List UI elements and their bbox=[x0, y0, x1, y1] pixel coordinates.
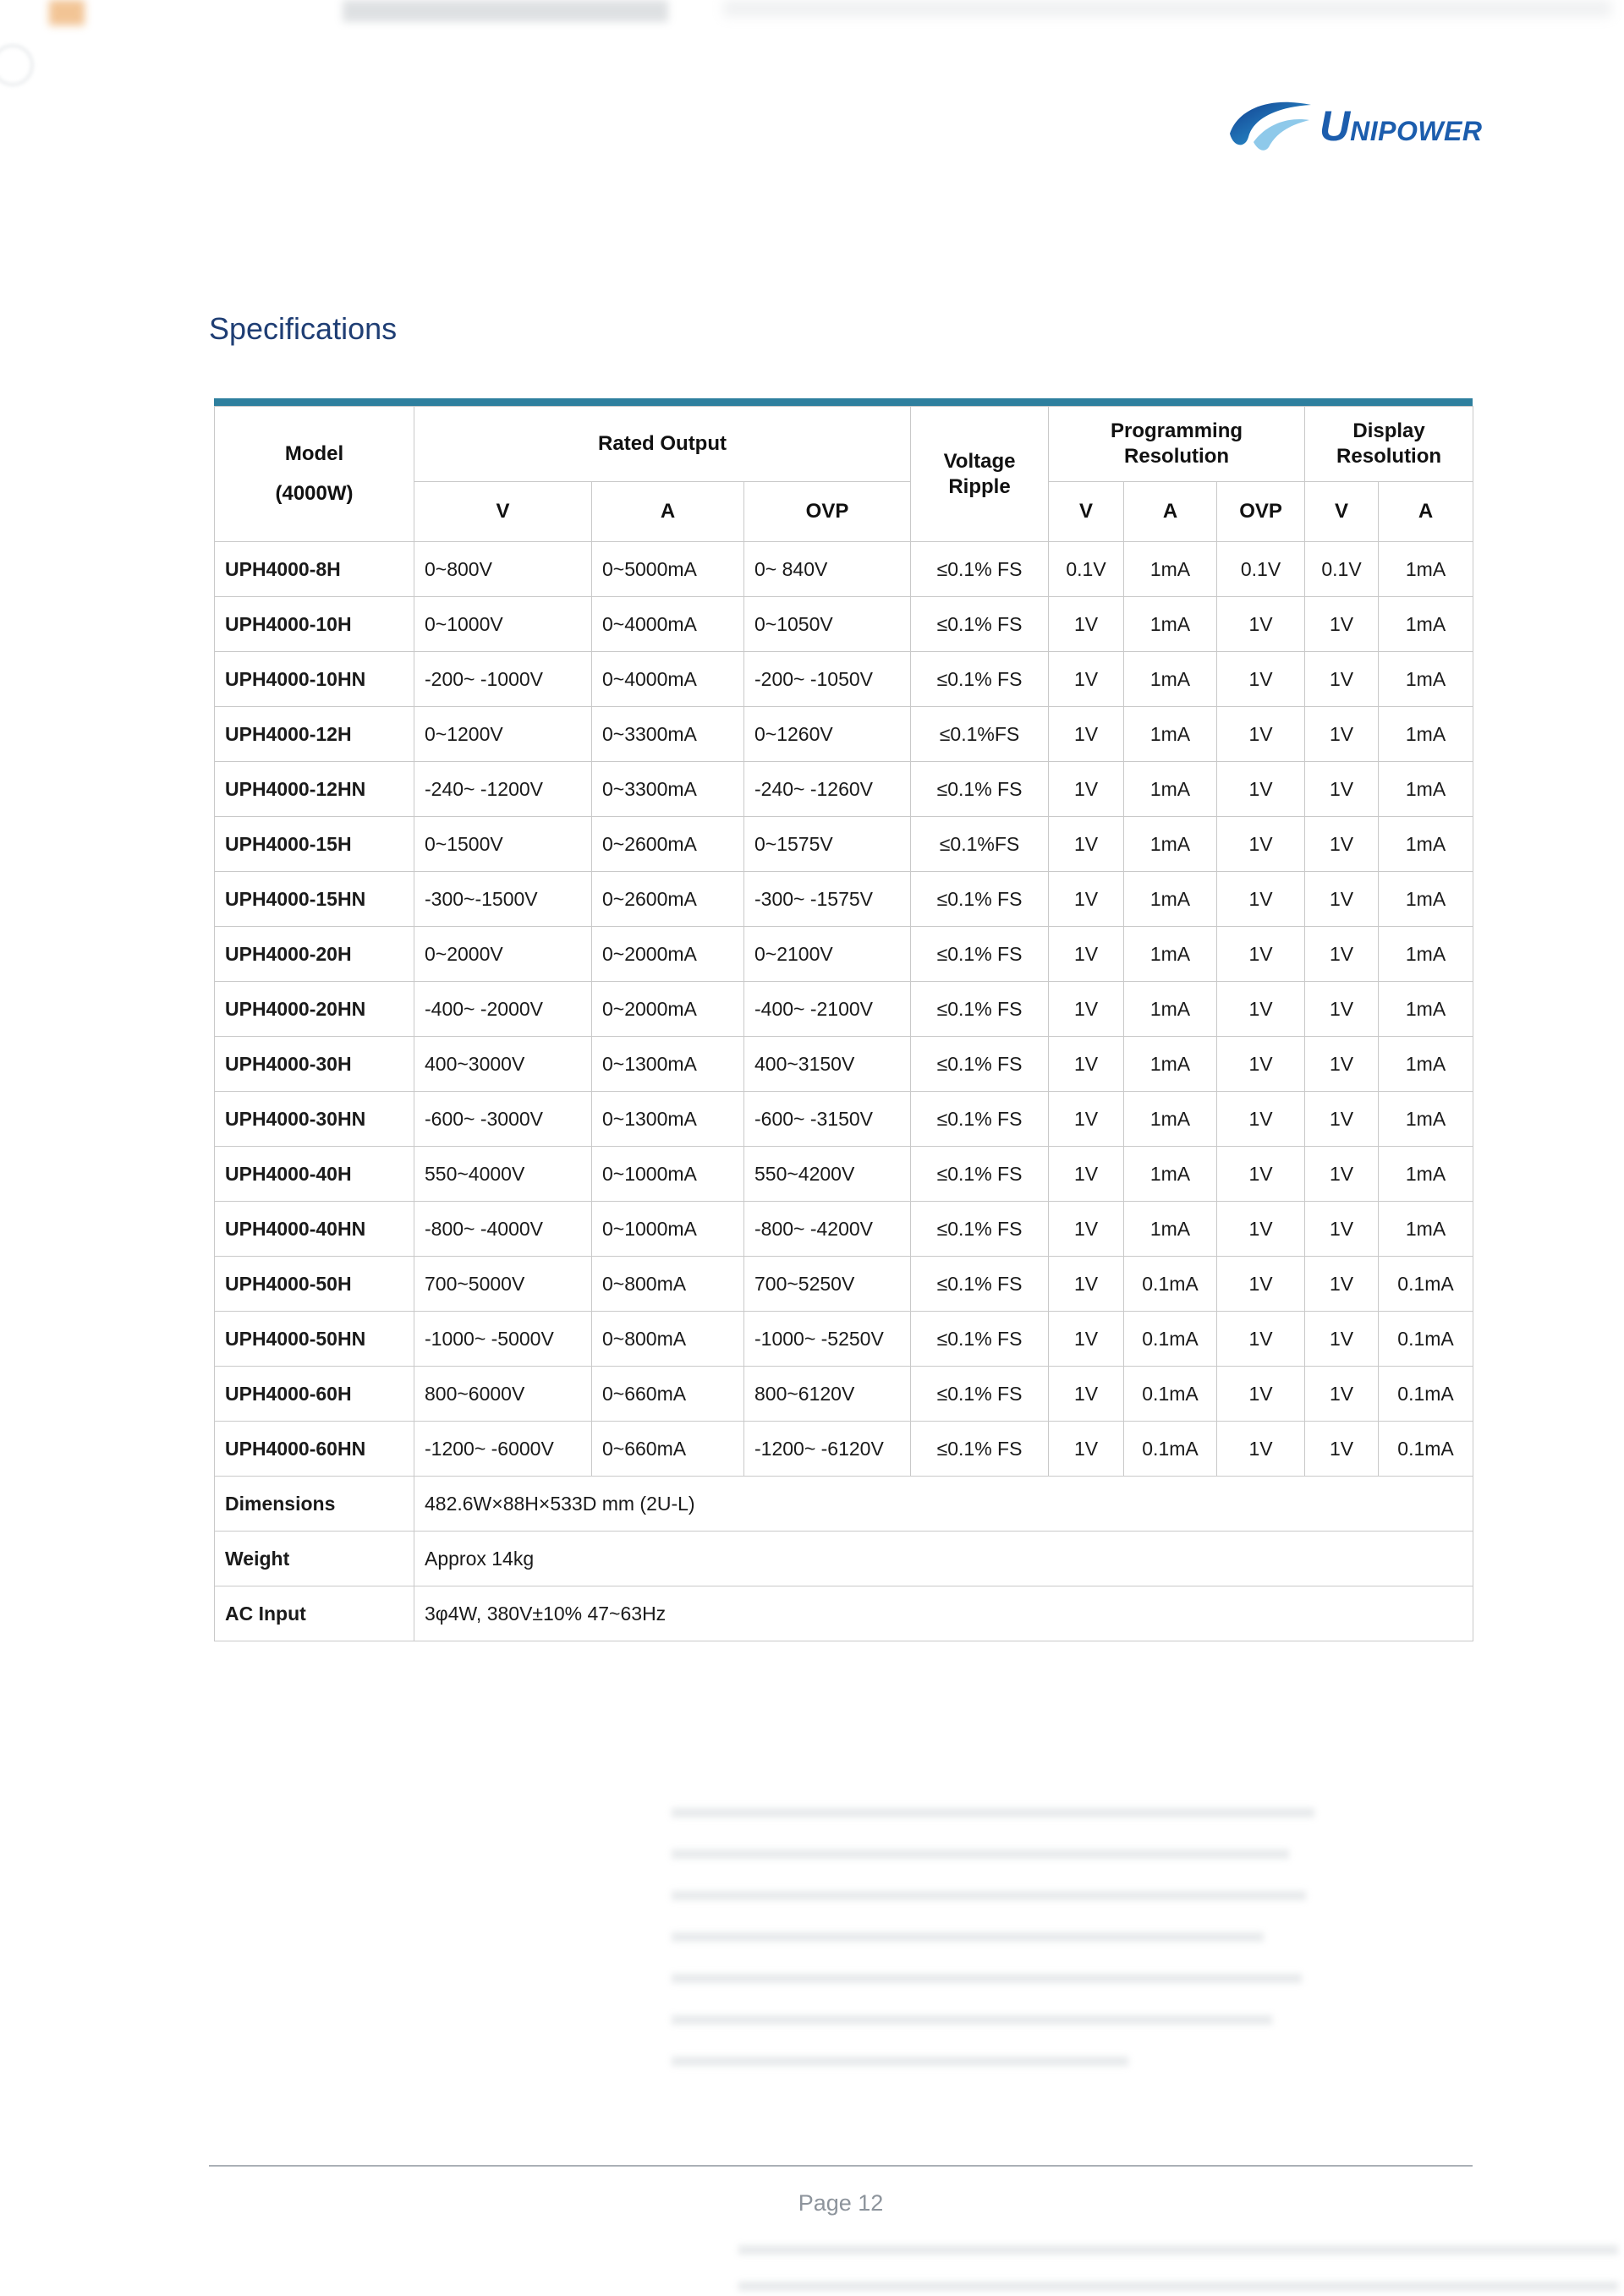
spec-cell: 800~6000V bbox=[414, 1367, 592, 1422]
blurred-artifact bbox=[49, 0, 85, 25]
spec-cell: 1V bbox=[1305, 762, 1379, 817]
spec-cell: 0~1575V bbox=[744, 817, 911, 872]
spec-cell: 1V bbox=[1305, 1147, 1379, 1202]
spec-cell: -400~ -2100V bbox=[744, 982, 911, 1037]
blurred-artifact bbox=[738, 2282, 1618, 2291]
spec-cell: ≤0.1% FS bbox=[911, 927, 1049, 982]
info-row bbox=[215, 1586, 1473, 1641]
blurred-artifact bbox=[672, 1932, 1264, 1942]
spec-cell: -1000~ -5250V bbox=[744, 1312, 911, 1367]
spec-cell: 1V bbox=[1305, 982, 1379, 1037]
model-cell: UPH4000-15H bbox=[215, 817, 414, 872]
spec-cell: 1mA bbox=[1124, 652, 1217, 707]
spec-cell: 1V bbox=[1305, 597, 1379, 652]
spec-cell: 0.1V bbox=[1049, 542, 1124, 597]
spec-row bbox=[215, 982, 1473, 1037]
spec-cell: 1mA bbox=[1379, 1147, 1473, 1202]
spec-cell: 1V bbox=[1217, 817, 1305, 872]
spec-cell: -1200~ -6120V bbox=[744, 1422, 911, 1477]
logo-rest: NIPOWER bbox=[1350, 116, 1483, 146]
spec-cell: -800~ -4200V bbox=[744, 1202, 911, 1257]
spec-cell: 0~1300mA bbox=[592, 1092, 744, 1147]
spec-cell: ≤0.1% FS bbox=[911, 1312, 1049, 1367]
spec-cell: 1mA bbox=[1124, 927, 1217, 982]
spec-cell: 1V bbox=[1217, 652, 1305, 707]
header-model-line1: Model bbox=[284, 441, 344, 465]
spec-cell: 0~1300mA bbox=[592, 1037, 744, 1092]
spec-cell: ≤0.1% FS bbox=[911, 597, 1049, 652]
unipower-logo-text bbox=[1320, 102, 1483, 150]
unipower-logo bbox=[1228, 100, 1483, 152]
spec-cell: 1V bbox=[1217, 1092, 1305, 1147]
spec-cell: 0~1260V bbox=[744, 707, 911, 762]
spec-cell: 1V bbox=[1305, 1202, 1379, 1257]
spec-cell: 1mA bbox=[1124, 707, 1217, 762]
unipower-logo-icon bbox=[1228, 100, 1313, 152]
spec-row bbox=[215, 1202, 1473, 1257]
spec-cell: 0.1mA bbox=[1379, 1257, 1473, 1312]
spec-cell: ≤0.1%FS bbox=[911, 707, 1049, 762]
spec-cell: 0~800V bbox=[414, 542, 592, 597]
logo-initial: U bbox=[1320, 102, 1351, 150]
spec-row bbox=[215, 597, 1473, 652]
spec-cell: 1V bbox=[1217, 1147, 1305, 1202]
spec-cell: 1mA bbox=[1379, 762, 1473, 817]
spec-cell: 400~3150V bbox=[744, 1037, 911, 1092]
spec-cell: 1V bbox=[1305, 1367, 1379, 1422]
spec-cell: 1mA bbox=[1379, 1202, 1473, 1257]
spec-row bbox=[215, 707, 1473, 762]
spec-row bbox=[215, 927, 1473, 982]
spec-row bbox=[215, 1092, 1473, 1147]
spec-cell: 1V bbox=[1305, 927, 1379, 982]
header-display-resolution bbox=[1305, 407, 1473, 482]
model-cell: UPH4000-60HN bbox=[215, 1422, 414, 1477]
spec-row bbox=[215, 1367, 1473, 1422]
spec-cell: 0~2100V bbox=[744, 927, 911, 982]
spec-cell: 0~1050V bbox=[744, 597, 911, 652]
spec-row bbox=[215, 1422, 1473, 1477]
spec-cell: 1V bbox=[1217, 1202, 1305, 1257]
model-cell: UPH4000-20HN bbox=[215, 982, 414, 1037]
spec-cell: 0.1mA bbox=[1124, 1367, 1217, 1422]
spec-cell: 1V bbox=[1305, 872, 1379, 927]
blurred-artifact bbox=[738, 2245, 1618, 2255]
model-cell: UPH4000-30H bbox=[215, 1037, 414, 1092]
header-rated-output: Rated Output bbox=[414, 407, 911, 482]
spec-cell: -300~ -1575V bbox=[744, 872, 911, 927]
model-cell: UPH4000-12H bbox=[215, 707, 414, 762]
model-cell: UPH4000-10HN bbox=[215, 652, 414, 707]
spec-cell: 1V bbox=[1305, 1422, 1379, 1477]
spec-cell: 700~5000V bbox=[414, 1257, 592, 1312]
spec-row bbox=[215, 872, 1473, 927]
spec-cell: 1V bbox=[1049, 1257, 1124, 1312]
spec-cell: 1V bbox=[1049, 1092, 1124, 1147]
spec-cell: 1V bbox=[1217, 1422, 1305, 1477]
spec-cell: 1mA bbox=[1379, 1037, 1473, 1092]
spec-cell: 0~2600mA bbox=[592, 872, 744, 927]
spec-cell: 1mA bbox=[1379, 982, 1473, 1037]
spec-cell: 0.1mA bbox=[1124, 1312, 1217, 1367]
blurred-artifact bbox=[343, 0, 668, 22]
spec-cell: 1mA bbox=[1124, 1202, 1217, 1257]
spec-cell: 1V bbox=[1305, 707, 1379, 762]
spec-cell: 1V bbox=[1217, 982, 1305, 1037]
spec-cell: 1V bbox=[1049, 927, 1124, 982]
spec-cell: 1mA bbox=[1124, 1147, 1217, 1202]
spec-cell: -800~ -4000V bbox=[414, 1202, 592, 1257]
spec-cell: 1V bbox=[1217, 1257, 1305, 1312]
spec-cell: 1V bbox=[1217, 597, 1305, 652]
info-value: Approx 14kg bbox=[414, 1532, 1473, 1586]
info-row bbox=[215, 1477, 1473, 1532]
spec-row bbox=[215, 652, 1473, 707]
spec-cell: 1V bbox=[1049, 1037, 1124, 1092]
model-cell: UPH4000-50HN bbox=[215, 1312, 414, 1367]
spec-cell: 0~ 840V bbox=[744, 542, 911, 597]
info-value: 3φ4W, 380V±10% 47~63Hz bbox=[414, 1586, 1473, 1641]
spec-cell: 1V bbox=[1305, 1092, 1379, 1147]
spec-row bbox=[215, 1147, 1473, 1202]
header-programming-resolution bbox=[1049, 407, 1305, 482]
spec-cell: 1V bbox=[1049, 1147, 1124, 1202]
spec-cell: 1V bbox=[1049, 707, 1124, 762]
spec-cell: 1V bbox=[1049, 872, 1124, 927]
spec-cell: 1V bbox=[1049, 982, 1124, 1037]
spec-cell: -300~-1500V bbox=[414, 872, 592, 927]
blurred-artifact bbox=[672, 1891, 1306, 1900]
model-cell: UPH4000-15HN bbox=[215, 872, 414, 927]
blurred-artifact bbox=[672, 2015, 1272, 2025]
blurred-artifact bbox=[672, 1974, 1302, 1983]
page-title: Specifications bbox=[209, 311, 398, 346]
spec-cell: ≤0.1%FS bbox=[911, 817, 1049, 872]
subheader-rated-a: A bbox=[592, 482, 744, 542]
spec-cell: 1mA bbox=[1379, 872, 1473, 927]
model-cell: UPH4000-12HN bbox=[215, 762, 414, 817]
spec-cell: 1V bbox=[1049, 1422, 1124, 1477]
spec-cell: ≤0.1% FS bbox=[911, 1037, 1049, 1092]
spec-cell: 1V bbox=[1217, 1037, 1305, 1092]
spec-table-grid bbox=[214, 406, 1473, 1641]
spec-cell: 0~5000mA bbox=[592, 542, 744, 597]
spec-cell: 1V bbox=[1305, 652, 1379, 707]
header-ripple-line2: Ripple bbox=[948, 474, 1011, 498]
spec-cell: 800~6120V bbox=[744, 1367, 911, 1422]
spec-cell: -200~ -1000V bbox=[414, 652, 592, 707]
footer-divider bbox=[209, 2165, 1473, 2167]
spec-row bbox=[215, 1312, 1473, 1367]
spec-cell: 1V bbox=[1049, 762, 1124, 817]
header-voltage-ripple bbox=[911, 407, 1049, 542]
spec-cell: 0~1500V bbox=[414, 817, 592, 872]
spec-cell: -200~ -1050V bbox=[744, 652, 911, 707]
blurred-artifact bbox=[672, 2057, 1128, 2066]
spec-cell: -1000~ -5000V bbox=[414, 1312, 592, 1367]
spec-cell: 0~2000mA bbox=[592, 982, 744, 1037]
spec-cell: 1V bbox=[1049, 817, 1124, 872]
spec-cell: 0.1mA bbox=[1124, 1422, 1217, 1477]
spec-cell: 1V bbox=[1049, 1202, 1124, 1257]
spec-cell: ≤0.1% FS bbox=[911, 1147, 1049, 1202]
model-cell: UPH4000-10H bbox=[215, 597, 414, 652]
spec-cell: 0~2600mA bbox=[592, 817, 744, 872]
subheader-prog-a: A bbox=[1124, 482, 1217, 542]
model-cell: UPH4000-60H bbox=[215, 1367, 414, 1422]
spec-cell: 1mA bbox=[1379, 1092, 1473, 1147]
spec-cell: -400~ -2000V bbox=[414, 982, 592, 1037]
spec-cell: 1mA bbox=[1379, 707, 1473, 762]
spec-cell: 1mA bbox=[1124, 1037, 1217, 1092]
spec-cell: -240~ -1260V bbox=[744, 762, 911, 817]
spec-cell: 1V bbox=[1217, 762, 1305, 817]
spec-cell: 0~1200V bbox=[414, 707, 592, 762]
spec-cell: ≤0.1% FS bbox=[911, 1092, 1049, 1147]
spec-cell: 0~3300mA bbox=[592, 762, 744, 817]
spec-table-body bbox=[215, 542, 1473, 1641]
spec-cell: ≤0.1% FS bbox=[911, 1422, 1049, 1477]
spec-cell: 0~3300mA bbox=[592, 707, 744, 762]
spec-cell: -240~ -1200V bbox=[414, 762, 592, 817]
spec-cell: 1mA bbox=[1379, 927, 1473, 982]
subheader-prog-ovp: OVP bbox=[1217, 482, 1305, 542]
spec-cell: 1V bbox=[1305, 1037, 1379, 1092]
spec-cell: 1V bbox=[1049, 1312, 1124, 1367]
spec-cell: 1mA bbox=[1379, 597, 1473, 652]
spec-cell: 1V bbox=[1305, 1312, 1379, 1367]
spec-cell: ≤0.1% FS bbox=[911, 982, 1049, 1037]
model-cell: UPH4000-40HN bbox=[215, 1202, 414, 1257]
spec-cell: 550~4200V bbox=[744, 1147, 911, 1202]
model-cell: UPH4000-50H bbox=[215, 1257, 414, 1312]
spec-cell: 0.1V bbox=[1305, 542, 1379, 597]
spec-cell: -600~ -3150V bbox=[744, 1092, 911, 1147]
spec-cell: 1V bbox=[1305, 817, 1379, 872]
spec-cell: 1mA bbox=[1379, 542, 1473, 597]
info-label: Dimensions bbox=[215, 1477, 414, 1532]
spec-cell: 1mA bbox=[1379, 652, 1473, 707]
spec-cell: 1mA bbox=[1124, 817, 1217, 872]
spec-cell: 0.1mA bbox=[1379, 1367, 1473, 1422]
spec-cell: 0~4000mA bbox=[592, 652, 744, 707]
spec-cell: 1mA bbox=[1124, 982, 1217, 1037]
spec-cell: 0~800mA bbox=[592, 1257, 744, 1312]
spec-cell: 0.1mA bbox=[1379, 1422, 1473, 1477]
spec-cell: 1V bbox=[1217, 872, 1305, 927]
header-disp-line2: Resolution bbox=[1336, 445, 1442, 468]
model-cell: UPH4000-20H bbox=[215, 927, 414, 982]
spec-cell: -1200~ -6000V bbox=[414, 1422, 592, 1477]
spec-cell: 1mA bbox=[1124, 762, 1217, 817]
spec-cell: 0~660mA bbox=[592, 1422, 744, 1477]
spec-cell: 1V bbox=[1217, 707, 1305, 762]
header-prog-line1: Programming bbox=[1111, 419, 1243, 442]
spec-cell: ≤0.1% FS bbox=[911, 652, 1049, 707]
spec-cell: 0~2000mA bbox=[592, 927, 744, 982]
header-model-line2: (4000W) bbox=[275, 481, 354, 505]
info-value: 482.6W×88H×533D mm (2U-L) bbox=[414, 1477, 1473, 1532]
spec-cell: ≤0.1% FS bbox=[911, 542, 1049, 597]
spec-cell: 0~660mA bbox=[592, 1367, 744, 1422]
table-accent-bar bbox=[214, 398, 1473, 406]
model-cell: UPH4000-40H bbox=[215, 1147, 414, 1202]
blurred-artifact bbox=[723, 0, 1611, 17]
spec-cell: 0.1mA bbox=[1124, 1257, 1217, 1312]
spec-cell: 1mA bbox=[1124, 872, 1217, 927]
spec-cell: 1V bbox=[1305, 1257, 1379, 1312]
spec-cell: 1V bbox=[1049, 652, 1124, 707]
spec-cell: ≤0.1% FS bbox=[911, 1202, 1049, 1257]
spec-cell: 0~1000V bbox=[414, 597, 592, 652]
spec-cell: 1V bbox=[1049, 597, 1124, 652]
spec-table bbox=[214, 398, 1473, 1641]
spec-cell: 0~800mA bbox=[592, 1312, 744, 1367]
spec-cell: 1mA bbox=[1379, 817, 1473, 872]
subheader-prog-v: V bbox=[1049, 482, 1124, 542]
page-number: Page 12 bbox=[798, 2190, 884, 2216]
spec-cell: 0.1V bbox=[1217, 542, 1305, 597]
spec-row bbox=[215, 817, 1473, 872]
spec-cell: -600~ -3000V bbox=[414, 1092, 592, 1147]
spec-cell: 550~4000V bbox=[414, 1147, 592, 1202]
spec-row bbox=[215, 1257, 1473, 1312]
info-label: Weight bbox=[215, 1532, 414, 1586]
header-model bbox=[215, 407, 414, 542]
blurred-artifact bbox=[0, 44, 34, 86]
spec-cell: 1V bbox=[1217, 1312, 1305, 1367]
spec-cell: ≤0.1% FS bbox=[911, 1257, 1049, 1312]
model-cell: UPH4000-30HN bbox=[215, 1092, 414, 1147]
blurred-artifact bbox=[672, 1808, 1314, 1817]
spec-cell: ≤0.1% FS bbox=[911, 872, 1049, 927]
header-ripple-line1: Voltage bbox=[943, 449, 1016, 473]
spec-row bbox=[215, 542, 1473, 597]
spec-row bbox=[215, 762, 1473, 817]
blurred-artifact bbox=[672, 1849, 1289, 1859]
spec-cell: 1V bbox=[1217, 927, 1305, 982]
header-prog-line2: Resolution bbox=[1124, 445, 1230, 468]
spec-cell: 1V bbox=[1049, 1367, 1124, 1422]
spec-cell: 0~4000mA bbox=[592, 597, 744, 652]
spec-cell: ≤0.1% FS bbox=[911, 1367, 1049, 1422]
spec-cell: 0~1000mA bbox=[592, 1147, 744, 1202]
spec-cell: 0.1mA bbox=[1379, 1312, 1473, 1367]
spec-cell: 1mA bbox=[1124, 542, 1217, 597]
subheader-disp-v: V bbox=[1305, 482, 1379, 542]
info-label: AC Input bbox=[215, 1586, 414, 1641]
subheader-rated-ovp: OVP bbox=[744, 482, 911, 542]
header-disp-line1: Display bbox=[1352, 419, 1425, 442]
spec-cell: ≤0.1% FS bbox=[911, 762, 1049, 817]
spec-row bbox=[215, 1037, 1473, 1092]
model-cell: UPH4000-8H bbox=[215, 542, 414, 597]
spec-cell: 700~5250V bbox=[744, 1257, 911, 1312]
info-row bbox=[215, 1532, 1473, 1586]
spec-cell: 1V bbox=[1217, 1367, 1305, 1422]
spec-cell: 0~2000V bbox=[414, 927, 592, 982]
spec-cell: 1mA bbox=[1124, 597, 1217, 652]
subheader-disp-a: A bbox=[1379, 482, 1473, 542]
spec-cell: 0~1000mA bbox=[592, 1202, 744, 1257]
spec-cell: 1mA bbox=[1124, 1092, 1217, 1147]
spec-cell: 400~3000V bbox=[414, 1037, 592, 1092]
subheader-rated-v: V bbox=[414, 482, 592, 542]
